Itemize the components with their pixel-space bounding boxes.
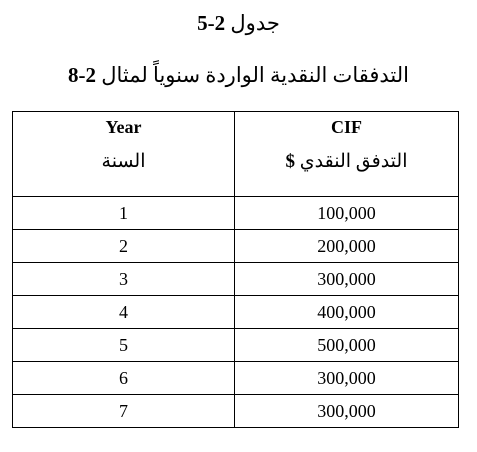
table-number-caption <box>0 10 477 36</box>
year-cell: 4 <box>13 296 235 329</box>
cif-cell: 300,000 <box>235 395 459 428</box>
year-cell: 2 <box>13 230 235 263</box>
year-cell: 3 <box>13 263 235 296</box>
year-cell: 1 <box>13 197 235 230</box>
year-column-header <box>13 112 235 197</box>
cif-header-en: CIF <box>331 117 362 137</box>
cif-cell: 300,000 <box>235 362 459 395</box>
table-row <box>13 395 459 428</box>
example-number: 8-2 <box>68 63 97 87</box>
table-row <box>13 263 459 296</box>
table-title <box>0 62 477 88</box>
year-cell: 6 <box>13 362 235 395</box>
cif-header-ar: التدفق النقدي <box>299 151 408 172</box>
table-row <box>13 362 459 395</box>
cif-cell: 100,000 <box>235 197 459 230</box>
cif-header-ar-wrap <box>235 150 458 174</box>
cif-cell: 300,000 <box>235 263 459 296</box>
year-header-ar: السنة <box>101 151 146 172</box>
year-cell: 5 <box>13 329 235 362</box>
cif-column-header <box>235 112 459 197</box>
table-number: 5-2 <box>197 11 226 35</box>
cash-flow-table <box>12 111 459 428</box>
cif-cell: 200,000 <box>235 230 459 263</box>
year-cell: 7 <box>13 395 235 428</box>
table-row <box>13 296 459 329</box>
table-row <box>13 197 459 230</box>
cif-cell: 500,000 <box>235 329 459 362</box>
year-header-en: Year <box>105 117 142 137</box>
table-row <box>13 329 459 362</box>
table-row <box>13 230 459 263</box>
table-header-row <box>13 112 459 197</box>
table-word: جدول <box>230 11 280 35</box>
table-title-text: التدفقات النقدية الواردة سنوياً لمثال <box>101 63 409 87</box>
cif-cell: 400,000 <box>235 296 459 329</box>
cif-unit: $ <box>285 151 296 172</box>
